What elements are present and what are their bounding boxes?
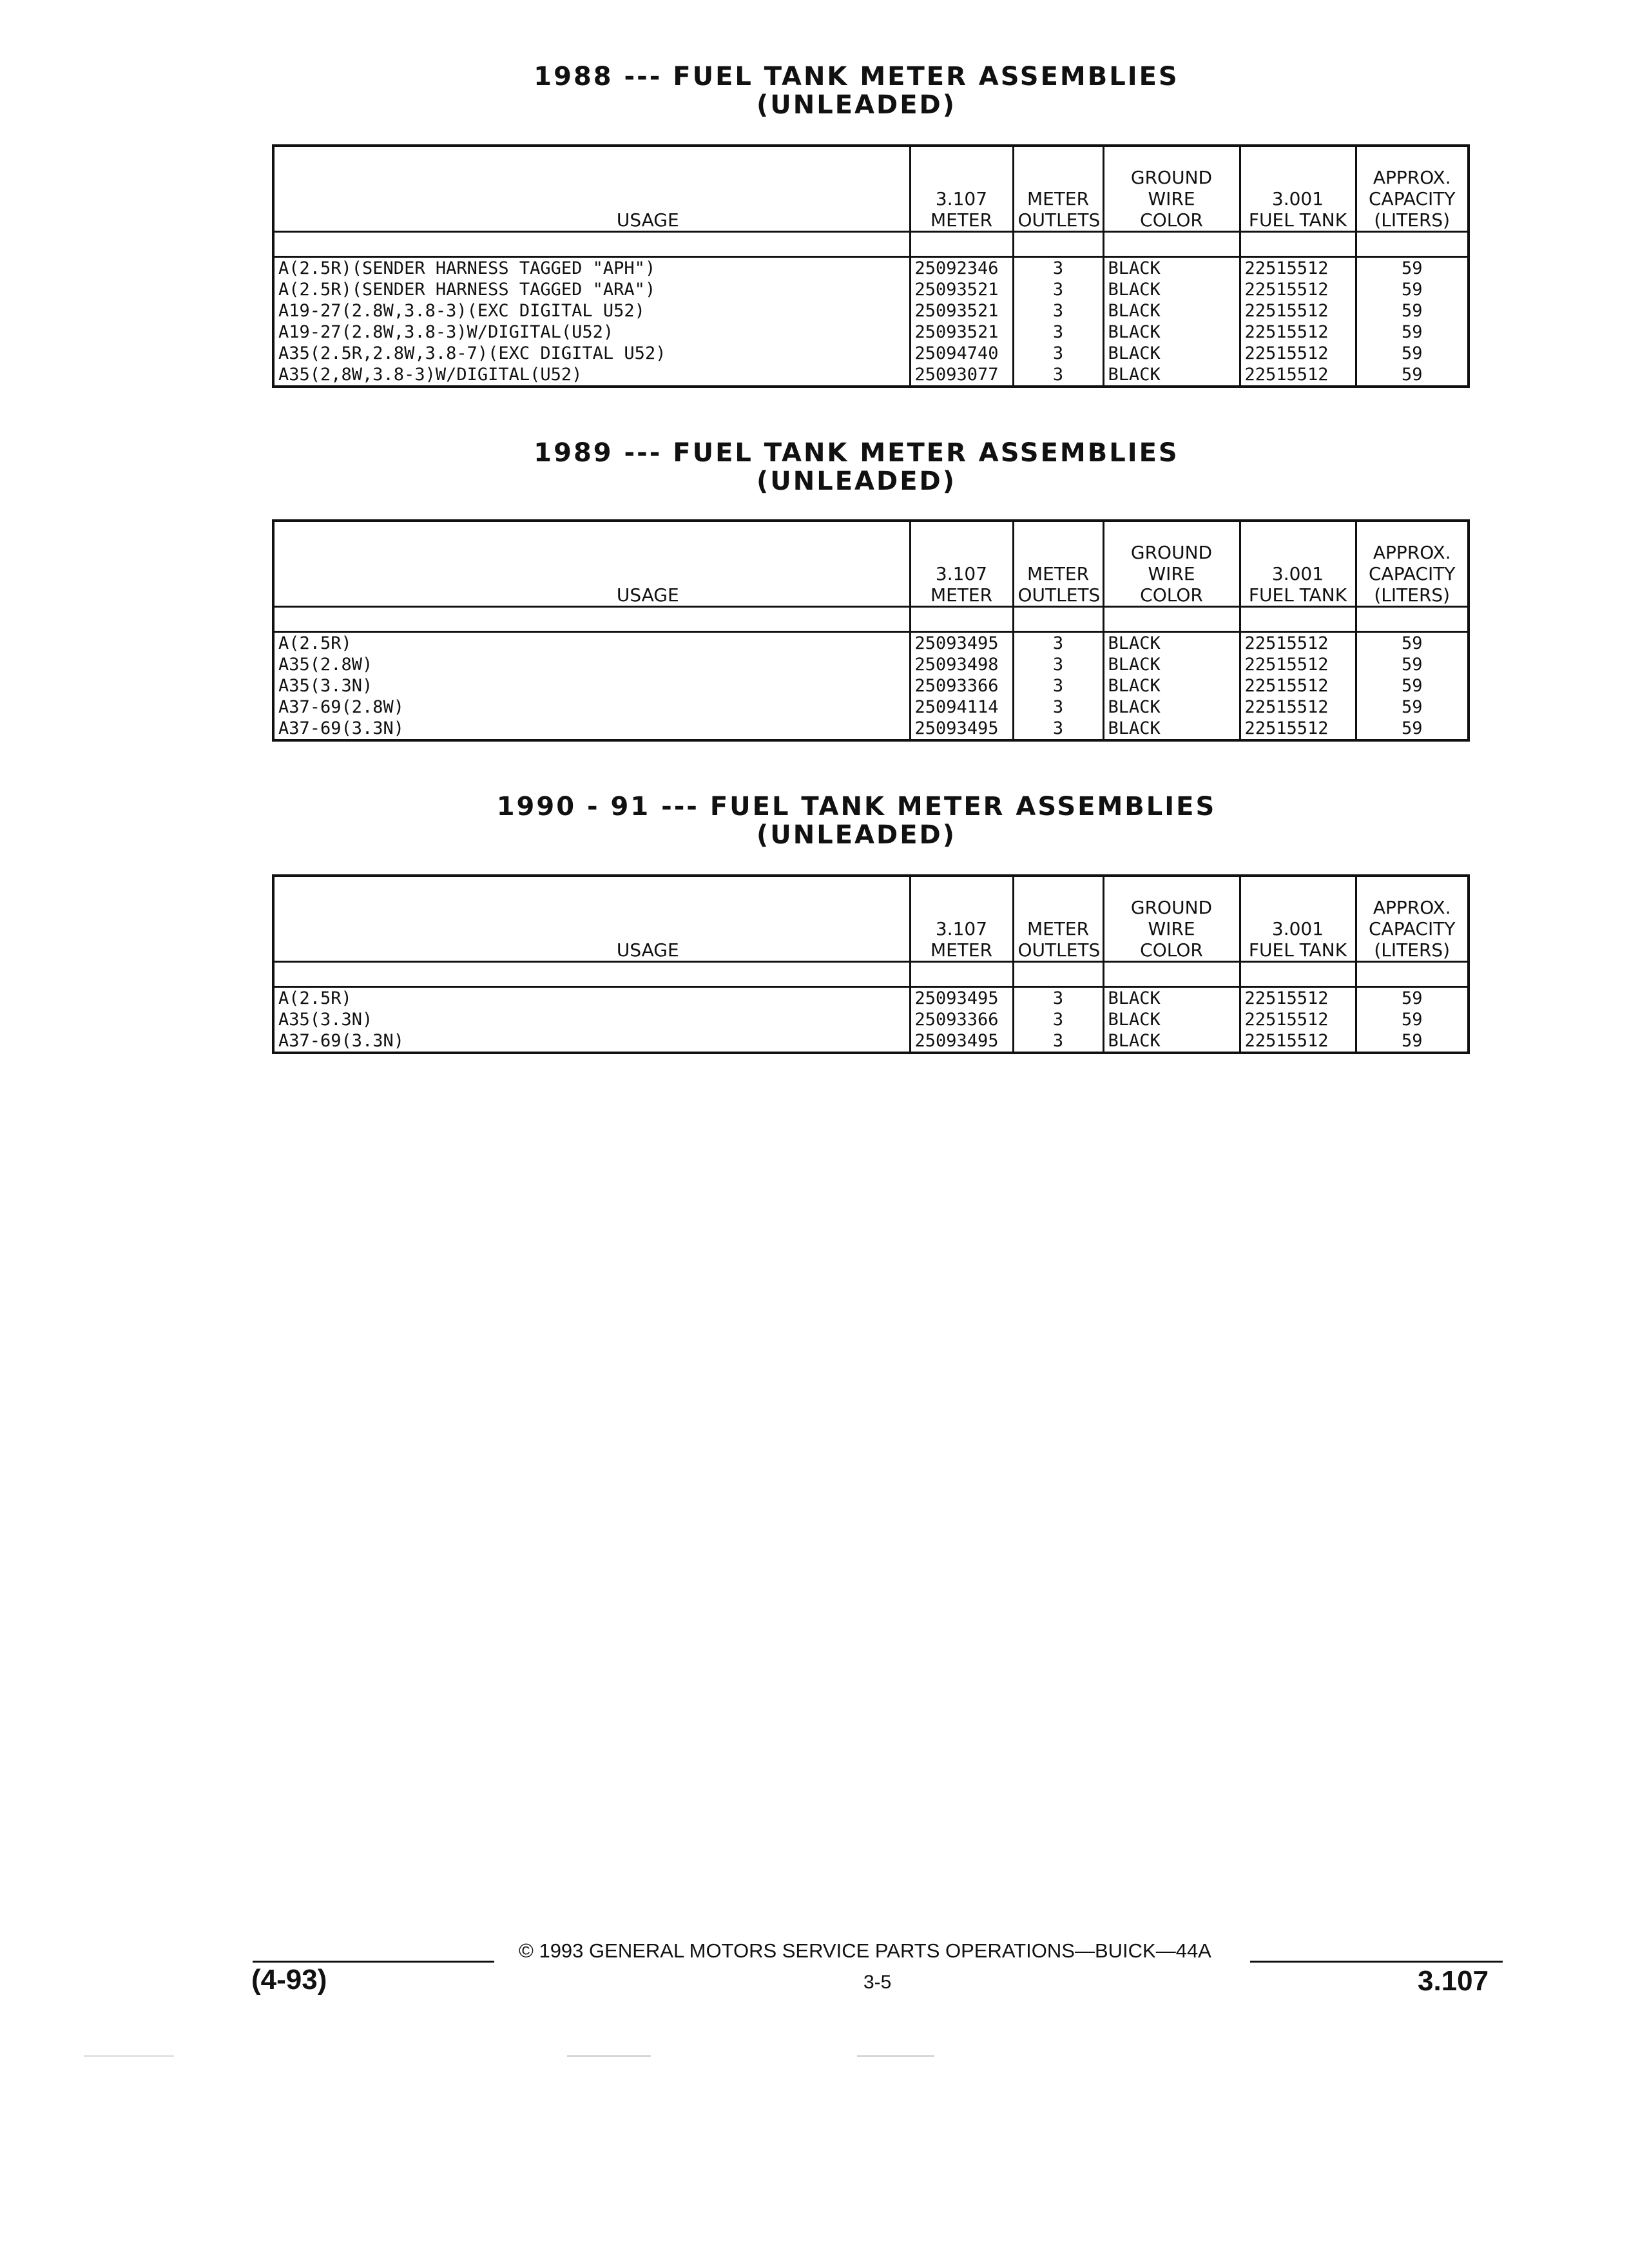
cell-usage: A(2.5R)(SENDER HARNESS TAGGED "APH") <box>273 257 910 280</box>
cell-meter-number: 25093366 <box>910 675 1013 697</box>
cell-outlets: 3 <box>1013 1009 1103 1030</box>
cell-meter-number: 25093077 <box>910 364 1013 387</box>
cell-usage: A35(3.3N) <box>273 1009 910 1030</box>
cell-fuel-tank-number: 22515512 <box>1240 675 1356 697</box>
cell-capacity: 59 <box>1356 654 1469 675</box>
cell-meter-number: 25093495 <box>910 718 1013 740</box>
header-outlets: METER OUTLETS <box>1013 876 1103 962</box>
table-row <box>273 675 1469 697</box>
header-meter: 3.107 METER <box>910 521 1013 607</box>
cell-ground-wire-color: BLACK <box>1103 257 1240 280</box>
cell-ground-wire-color: BLACK <box>1103 1030 1240 1053</box>
footer-copyright: © 1993 GENERAL MOTORS SERVICE PARTS OPERATIONS—BUICK—44A <box>519 1939 1211 1962</box>
table-body <box>273 257 1469 387</box>
cell-ground-wire-color: BLACK <box>1103 364 1240 387</box>
cell-usage: A37-69(3.3N) <box>273 1030 910 1053</box>
cell-outlets: 3 <box>1013 343 1103 364</box>
cell-capacity: 59 <box>1356 364 1469 387</box>
cell-fuel-tank-number: 22515512 <box>1240 279 1356 300</box>
cell-fuel-tank-number: 22515512 <box>1240 1009 1356 1030</box>
section-subtitle: (UNLEADED) <box>756 820 957 850</box>
cell-fuel-tank-number: 22515512 <box>1240 322 1356 343</box>
cell-usage: A35(2,8W,3.8-3)W/DIGITAL(U52) <box>273 364 910 387</box>
cell-usage: A(2.5R) <box>273 632 910 655</box>
cell-capacity: 59 <box>1356 1030 1469 1053</box>
cell-meter-number: 25093366 <box>910 1009 1013 1030</box>
section-subtitle: (UNLEADED) <box>756 466 957 496</box>
cell-outlets: 3 <box>1013 364 1103 387</box>
footer-date-code: (4-93) <box>251 1964 327 1995</box>
cell-meter-number: 25094740 <box>910 343 1013 364</box>
cell-capacity: 59 <box>1356 343 1469 364</box>
cell-outlets: 3 <box>1013 654 1103 675</box>
cell-usage: A(2.5R)(SENDER HARNESS TAGGED "ARA") <box>273 279 910 300</box>
cell-meter-number: 25093521 <box>910 300 1013 322</box>
cell-usage: A19-27(2.8W,3.8-3)(EXC DIGITAL U52) <box>273 300 910 322</box>
cell-meter-number: 25094114 <box>910 697 1013 718</box>
cell-fuel-tank-number: 22515512 <box>1240 343 1356 364</box>
table-row <box>273 654 1469 675</box>
cell-usage: A19-27(2.8W,3.8-3)W/DIGITAL(U52) <box>273 322 910 343</box>
cell-usage: A35(2.8W) <box>273 654 910 675</box>
cell-fuel-tank-number: 22515512 <box>1240 987 1356 1010</box>
table-row <box>273 343 1469 364</box>
cell-outlets: 3 <box>1013 1030 1103 1053</box>
cell-meter-number: 25092346 <box>910 257 1013 280</box>
cell-outlets: 3 <box>1013 322 1103 343</box>
meter-table-1988 <box>272 144 1470 388</box>
table-body <box>273 987 1469 1053</box>
cell-meter-number: 25093521 <box>910 322 1013 343</box>
footer-section-code: 3.107 <box>1418 1965 1489 1997</box>
cell-capacity: 59 <box>1356 300 1469 322</box>
cell-usage: A35(3.3N) <box>273 675 910 697</box>
cell-capacity: 59 <box>1356 279 1469 300</box>
cell-meter-number: 25093495 <box>910 1030 1013 1053</box>
cell-meter-number: 25093521 <box>910 279 1013 300</box>
cell-capacity: 59 <box>1356 718 1469 740</box>
table-row <box>273 364 1469 387</box>
header-capacity: APPROX. CAPACITY (LITERS) <box>1356 521 1469 607</box>
footer-rule-left <box>253 1961 494 1963</box>
cell-fuel-tank-number: 22515512 <box>1240 257 1356 280</box>
table-body <box>273 632 1469 741</box>
scan-speck <box>84 2055 174 2057</box>
cell-fuel-tank-number: 22515512 <box>1240 1030 1356 1053</box>
cell-ground-wire-color: BLACK <box>1103 718 1240 740</box>
cell-outlets: 3 <box>1013 987 1103 1010</box>
cell-fuel-tank-number: 22515512 <box>1240 632 1356 655</box>
table-row <box>273 632 1469 655</box>
cell-usage: A37-69(2.8W) <box>273 697 910 718</box>
cell-fuel-tank-number: 22515512 <box>1240 697 1356 718</box>
cell-ground-wire-color: BLACK <box>1103 322 1240 343</box>
cell-ground-wire-color: BLACK <box>1103 279 1240 300</box>
header-ground-wire-color: GROUND WIRE COLOR <box>1103 146 1240 232</box>
section-1989-title <box>0 439 1629 495</box>
header-capacity: APPROX. CAPACITY (LITERS) <box>1356 146 1469 232</box>
table-row <box>273 718 1469 740</box>
header-outlets: METER OUTLETS <box>1013 521 1103 607</box>
section-title: 1988 --- FUEL TANK METER ASSEMBLIES <box>534 62 1179 91</box>
header-fuel-tank: 3.001 FUEL TANK <box>1240 876 1356 962</box>
cell-ground-wire-color: BLACK <box>1103 300 1240 322</box>
cell-meter-number: 25093495 <box>910 987 1013 1010</box>
table-row <box>273 987 1469 1010</box>
cell-outlets: 3 <box>1013 279 1103 300</box>
cell-usage: A37-69(3.3N) <box>273 718 910 740</box>
section-1990-91-title <box>0 793 1629 849</box>
table-row <box>273 697 1469 718</box>
cell-meter-number: 25093498 <box>910 654 1013 675</box>
cell-ground-wire-color: BLACK <box>1103 987 1240 1010</box>
cell-outlets: 3 <box>1013 257 1103 280</box>
header-ground-wire-color: GROUND WIRE COLOR <box>1103 876 1240 962</box>
cell-usage: A35(2.5R,2.8W,3.8-7)(EXC DIGITAL U52) <box>273 343 910 364</box>
header-meter: 3.107 METER <box>910 146 1013 232</box>
meter-table-1989 <box>272 519 1470 742</box>
section-title: 1990 - 91 --- FUEL TANK METER ASSEMBLIES <box>496 792 1217 822</box>
cell-capacity: 59 <box>1356 987 1469 1010</box>
header-capacity: APPROX. CAPACITY (LITERS) <box>1356 876 1469 962</box>
footer-page-number: 3-5 <box>863 1972 892 1993</box>
cell-fuel-tank-number: 22515512 <box>1240 364 1356 387</box>
section-title: 1989 --- FUEL TANK METER ASSEMBLIES <box>534 438 1179 468</box>
header-fuel-tank: 3.001 FUEL TANK <box>1240 521 1356 607</box>
header-ground-wire-color: GROUND WIRE COLOR <box>1103 521 1240 607</box>
cell-meter-number: 25093495 <box>910 632 1013 655</box>
cell-capacity: 59 <box>1356 697 1469 718</box>
meter-table-1990-91 <box>272 874 1470 1054</box>
cell-ground-wire-color: BLACK <box>1103 1009 1240 1030</box>
cell-capacity: 59 <box>1356 675 1469 697</box>
cell-fuel-tank-number: 22515512 <box>1240 718 1356 740</box>
footer-rule-right <box>1250 1961 1503 1963</box>
cell-outlets: 3 <box>1013 300 1103 322</box>
header-usage: USAGE <box>273 876 910 962</box>
cell-outlets: 3 <box>1013 718 1103 740</box>
cell-outlets: 3 <box>1013 632 1103 655</box>
header-usage: USAGE <box>273 521 910 607</box>
header-fuel-tank: 3.001 FUEL TANK <box>1240 146 1356 232</box>
cell-capacity: 59 <box>1356 1009 1469 1030</box>
cell-ground-wire-color: BLACK <box>1103 343 1240 364</box>
cell-fuel-tank-number: 22515512 <box>1240 654 1356 675</box>
table-row <box>273 279 1469 300</box>
table-row <box>273 300 1469 322</box>
scan-speck <box>857 2055 934 2057</box>
cell-outlets: 3 <box>1013 675 1103 697</box>
section-1988-title <box>0 62 1629 119</box>
cell-ground-wire-color: BLACK <box>1103 654 1240 675</box>
cell-usage: A(2.5R) <box>273 987 910 1010</box>
table-row <box>273 1030 1469 1053</box>
cell-fuel-tank-number: 22515512 <box>1240 300 1356 322</box>
cell-ground-wire-color: BLACK <box>1103 632 1240 655</box>
header-meter: 3.107 METER <box>910 876 1013 962</box>
header-usage: USAGE <box>273 146 910 232</box>
table-row <box>273 257 1469 280</box>
table-row <box>273 1009 1469 1030</box>
cell-capacity: 59 <box>1356 257 1469 280</box>
header-outlets: METER OUTLETS <box>1013 146 1103 232</box>
scan-speck <box>567 2055 651 2057</box>
cell-ground-wire-color: BLACK <box>1103 697 1240 718</box>
cell-capacity: 59 <box>1356 632 1469 655</box>
cell-ground-wire-color: BLACK <box>1103 675 1240 697</box>
section-subtitle: (UNLEADED) <box>756 90 957 120</box>
cell-capacity: 59 <box>1356 322 1469 343</box>
table-row <box>273 322 1469 343</box>
cell-outlets: 3 <box>1013 697 1103 718</box>
